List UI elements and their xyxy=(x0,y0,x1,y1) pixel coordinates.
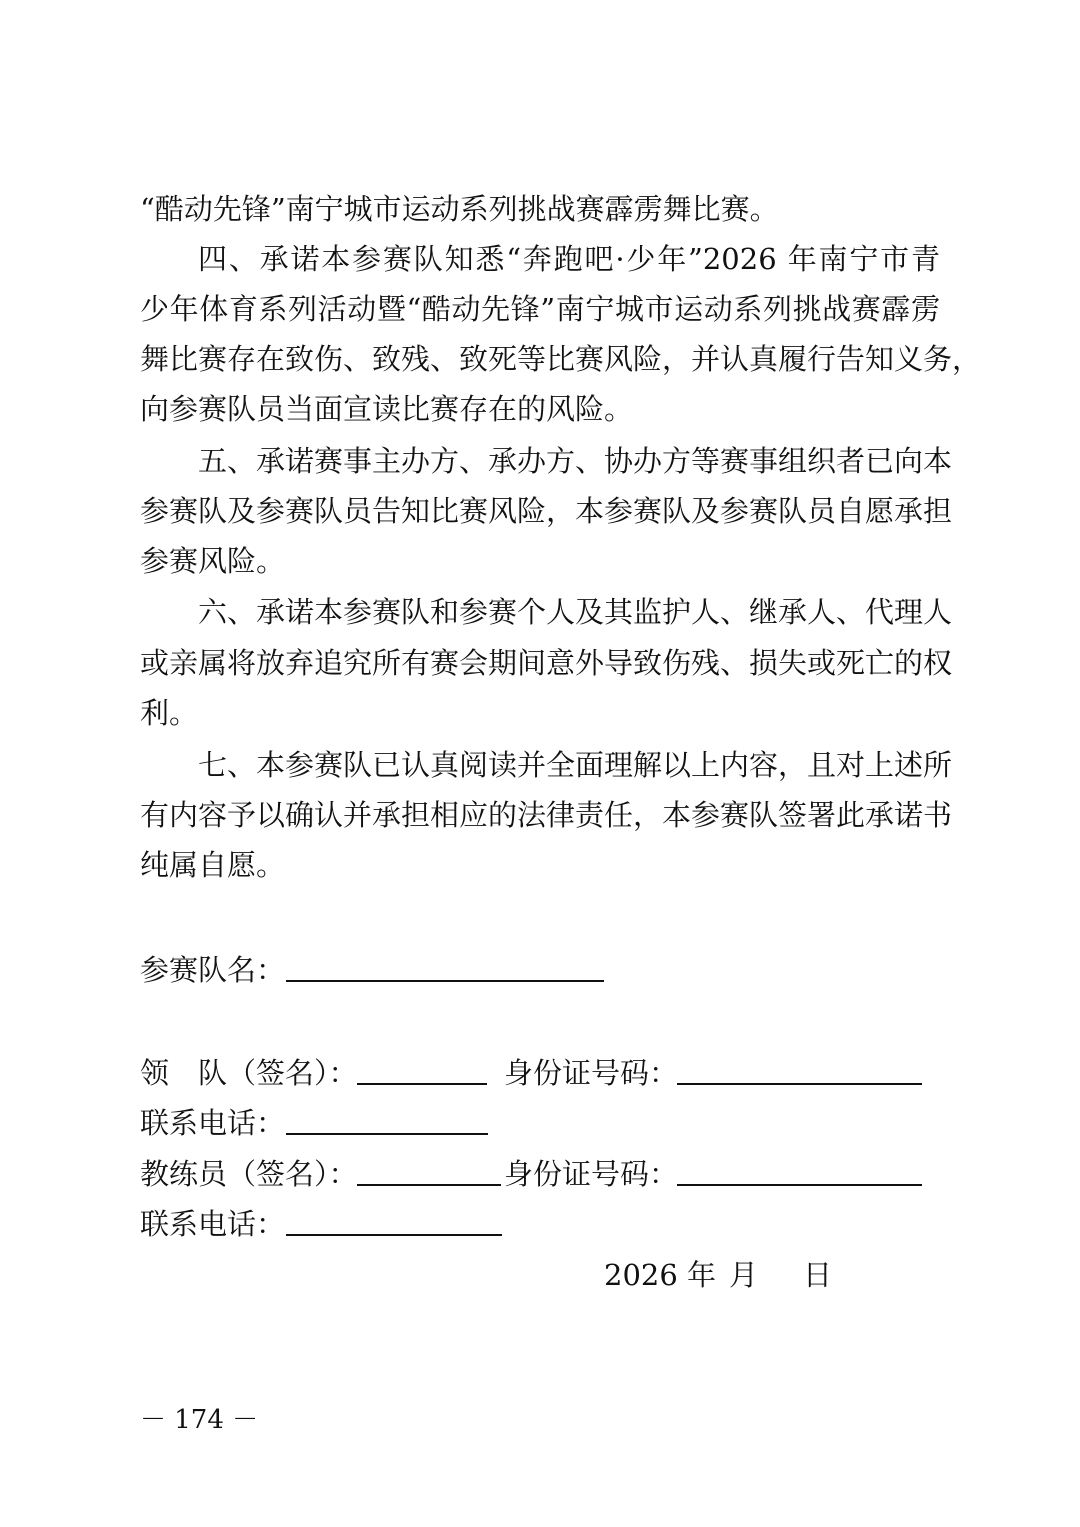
paragraph-line: 四、承诺本参赛队知悉“奔跑吧·少年”2026 年南宁市青 xyxy=(198,242,940,276)
paragraph-line: 有内容予以确认并承担相应的法律责任，本参赛队签署此承诺书 xyxy=(140,798,953,832)
coach-signature-blank[interactable] xyxy=(357,1184,501,1186)
paragraph-line: 六、承诺本参赛队和参赛个人及其监护人、继承人、代理人 xyxy=(198,595,953,629)
team-name-label: 参赛队名： xyxy=(140,953,286,987)
coach-phone-blank[interactable] xyxy=(286,1234,502,1236)
paragraph-line: 利。 xyxy=(140,696,199,730)
paragraph-line: 舞比赛存在致伤、致残、致死等比赛风险，并认真履行告知义务， xyxy=(140,342,982,376)
paragraph-line: 少年体育系列活动暨“酷动先锋”南宁城市运动系列挑战赛霹雳 xyxy=(140,292,940,326)
coach-id-label: 身份证号码： xyxy=(504,1157,679,1191)
coach-id-blank[interactable] xyxy=(677,1184,922,1186)
coach-phone-label: 联系电话： xyxy=(140,1207,286,1241)
leader-phone-blank[interactable] xyxy=(286,1133,488,1135)
paragraph-line: 五、承诺赛事主办方、承办方、协办方等赛事组织者已向本 xyxy=(198,444,953,478)
paragraph-line: 参赛队及参赛队员告知比赛风险，本参赛队及参赛队员自愿承担 xyxy=(140,494,953,528)
paragraph-line: 参赛风险。 xyxy=(140,544,286,578)
paragraph-line: 七、本参赛队已认真阅读并全面理解以上内容，且对上述所 xyxy=(198,748,953,782)
team-name-blank[interactable] xyxy=(286,980,604,982)
leader-id-blank[interactable] xyxy=(677,1083,922,1085)
date-month: 月 xyxy=(729,1258,759,1292)
date-day: 日 xyxy=(803,1258,833,1292)
page-number: － 174 － xyxy=(140,1405,259,1435)
leader-id-label: 身份证号码： xyxy=(504,1056,679,1090)
paragraph-line: 或亲属将放弃追究所有赛会期间意外导致伤残、损失或死亡的权 xyxy=(140,646,953,680)
paragraph-line: “酷动先锋”南宁城市运动系列挑战赛霹雳舞比赛。 xyxy=(140,192,779,226)
leader-signature-blank[interactable] xyxy=(357,1083,487,1085)
leader-phone-label: 联系电话： xyxy=(140,1106,286,1140)
coach-signature-label: 教练员（签名）： xyxy=(140,1157,358,1191)
paragraph-line: 向参赛队员当面宣读比赛存在的风险。 xyxy=(140,392,634,426)
leader-signature-label: 领 队（签名）： xyxy=(140,1056,358,1090)
paragraph-line: 纯属自愿。 xyxy=(140,848,286,882)
date-year: 2026 年 xyxy=(604,1258,717,1292)
